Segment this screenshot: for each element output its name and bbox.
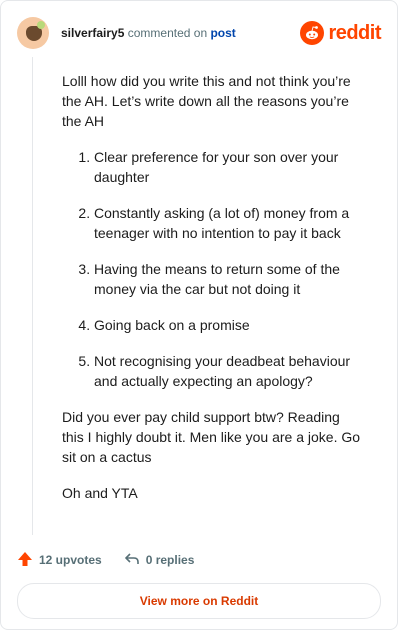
action-text: commented on (127, 26, 208, 40)
reddit-snoo-icon (300, 21, 324, 45)
comment-closing: Oh and YTA (62, 485, 138, 501)
comment-meta (61, 26, 236, 40)
reasons-list (62, 147, 362, 391)
view-more-button[interactable]: View more on Reddit (17, 583, 381, 619)
list-item: 5. Not recognising your deadbeat behaviour and actually expecting an apology? (94, 351, 362, 391)
list-item: 1. Clear preference for your son over your daughter (94, 147, 362, 187)
upvote-count: 12 upvotes (39, 553, 102, 567)
comment-intro: Lolll how did you write this and not think you’re the AH. Let’s write down all the reasons you’re the AH (62, 73, 351, 129)
comment-outro: Did you ever pay child support btw? Reading this I highly doubt it. Men like you are a joke. Go sit on a cactus (62, 409, 361, 465)
comment-body (62, 71, 362, 519)
post-link[interactable]: post (210, 26, 236, 40)
reddit-wordmark: reddit (328, 21, 381, 44)
reply-count: 0 replies (145, 553, 195, 567)
reply-arrow-icon (124, 551, 140, 570)
upvote-arrow-icon (17, 551, 33, 570)
list-item: 3. Having the means to return some of the money via the car but not doing it (94, 259, 362, 299)
reddit-logo[interactable] (300, 21, 381, 45)
avatar[interactable] (17, 17, 49, 49)
upvote-button[interactable] (17, 551, 102, 570)
comment-header (17, 17, 381, 49)
username-link[interactable]: silverfairy5 (61, 26, 125, 40)
thread-line (32, 57, 33, 535)
list-item: 2. Constantly asking (a lot of) money from a teenager with no intention to pay it back (94, 203, 362, 243)
list-item: 4. Going back on a promise (94, 315, 362, 335)
comment-actions (17, 549, 194, 571)
avatar-accent (37, 21, 45, 29)
reply-button[interactable] (124, 551, 195, 570)
